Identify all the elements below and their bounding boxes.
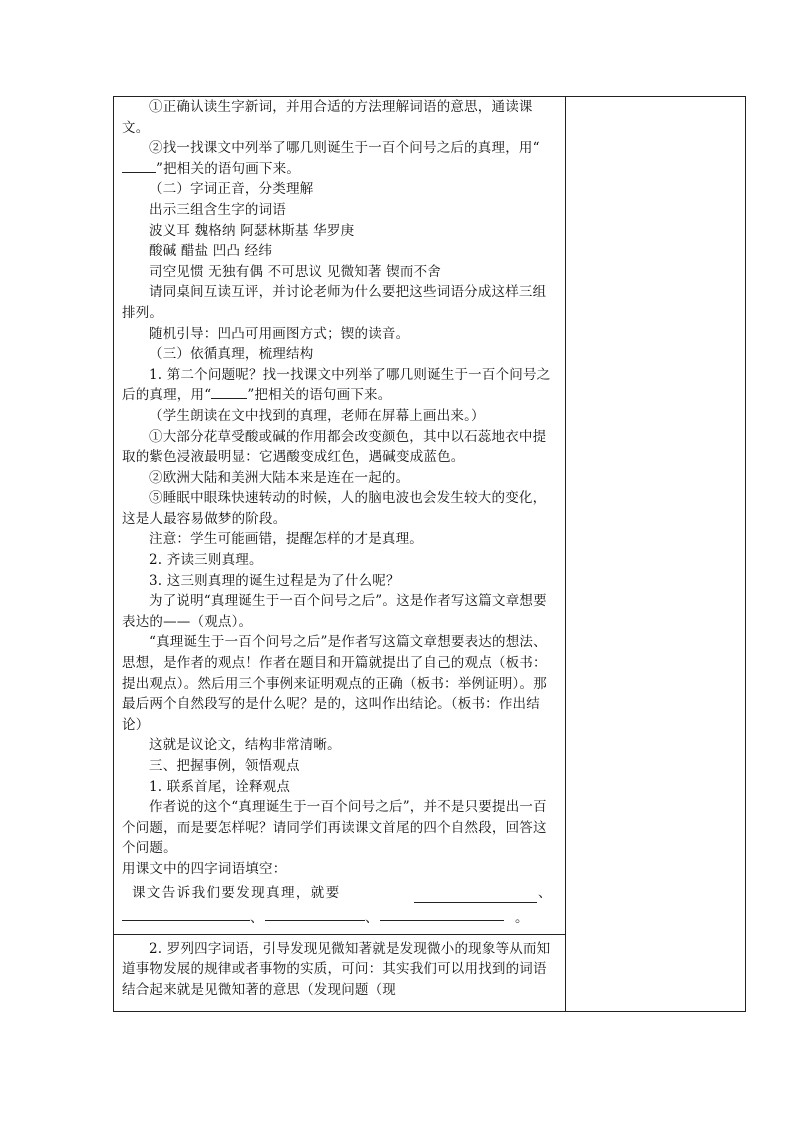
section-heading-2: （二）字词正音，分类理解 bbox=[149, 181, 314, 198]
answer-line bbox=[265, 920, 365, 921]
underline-blank bbox=[122, 159, 156, 173]
explanation-text: 为了说明“真理诞生于一百个问号之后”。这是作者写这篇文章想要表达的——（观点）。 bbox=[122, 593, 547, 630]
fill-in-blank-line-1 bbox=[122, 882, 559, 904]
period-mark: 。 bbox=[515, 909, 529, 926]
lesson-plan-table bbox=[113, 96, 746, 1012]
comma-mark: 、 bbox=[365, 909, 379, 926]
word-group-3: 司空见惯 无独有偶 不可思议 见微知著 锲而不舍 bbox=[149, 263, 441, 280]
lesson-content-cell bbox=[114, 97, 566, 1012]
explanation-text: 作者说的这个“真理诞生于一百个问号之后”，并不是只要提出一百个问题，而是要怎样呢？请同学们再读课文首尾的四个自然段，回答这个问题。 bbox=[122, 799, 547, 857]
notes-cell bbox=[566, 97, 746, 1012]
note-text: 注意：学生可能画错，提醒怎样的才是真理。 bbox=[149, 531, 423, 548]
instruction-text: 请同桌间互读互评，并讨论老师为什么要把这些词语分成这样三组排列。 bbox=[122, 284, 547, 321]
answer-line bbox=[122, 920, 250, 921]
objective-2: ②找一找课文中列举了哪几则诞生于一百个问号之后的真理，用“”把相关的语句画下来。 bbox=[122, 138, 559, 179]
truth-3: ⑤睡眠中眼珠快速转动的时候，人的脑电波也会发生较大的变化，这是人最容易做梦的阶段。 bbox=[122, 490, 547, 527]
fill-in-prompt: 课文告诉我们要发现真理，就要 bbox=[132, 884, 341, 901]
answer-line bbox=[380, 920, 504, 921]
step-1: 1. 第二个问题呢？找一找课文中列举了哪几则诞生于一百个问号之后的真理，用“ ”把相关的语句画下来。 bbox=[122, 366, 551, 404]
divider bbox=[114, 934, 565, 935]
truth-1: ①大部分花草受酸或碱的作用都会改变颜色，其中以石蕊地衣中提取的紫色浸液最明显：它遇酸变成红色，遇碱变成蓝色。 bbox=[122, 428, 547, 466]
comma-mark: 、 bbox=[538, 884, 552, 901]
sub-step-2: 2. 罗列四字词语，引导发现见微知著就是发现微小的现象等从而知道事物发展的规律或者事物的实质，可问：其实我们可以用找到的词语结合起来就是见微知著的意思（发现问题（现 bbox=[122, 940, 551, 998]
truth-2: ②欧洲大陆和美洲大陆本来是连在一起的。 bbox=[149, 469, 410, 486]
instruction-text: 出示三组含生字的词语 bbox=[149, 201, 286, 218]
word-group-2: 酸碱 醋盐 凹凸 经纬 bbox=[149, 243, 273, 260]
step-2: 2. 齐读三则真理。 bbox=[149, 552, 263, 569]
instruction-text: 随机引导：凹凸可用画图方式；锲的读音。 bbox=[149, 325, 410, 342]
step-3: 3. 这三则真理的诞生过程是为了什么呢？ bbox=[149, 572, 400, 589]
fill-in-blank-line-2 bbox=[122, 908, 559, 930]
section-heading-3: （三）依循真理，梳理结构 bbox=[149, 346, 314, 363]
explanation-text: “真理诞生于一百个问号之后”是作者写这篇文章想要表达的想法、思想，是作者的观点！作者在题目和开篇就提出了自己的观点（板书：提出观点）。然后用三个事例来证明观点的正确（板书：举例证明）。那最后两个自然段写的是什么呢？是的，这叫作出结论。（板书：作出结论） bbox=[122, 634, 547, 733]
comma-mark: 、 bbox=[250, 909, 264, 926]
sub-step-1: 1. 联系首尾，诠释观点 bbox=[149, 778, 291, 795]
section-heading-4: 三、把握事例，领悟观点 bbox=[149, 758, 300, 774]
fill-instruction: 用课文中的四字词语填空： bbox=[122, 860, 287, 877]
answer-line bbox=[414, 902, 537, 903]
lesson-content bbox=[114, 97, 565, 1000]
underline-blank bbox=[211, 385, 247, 399]
summary-text: 这就是议论文，结构非常清晰。 bbox=[149, 737, 341, 754]
note-text: （学生朗读在文中找到的真理，老师在屏幕上画出来。） bbox=[149, 407, 485, 424]
word-group-1: 波义耳 魏格纳 阿瑟林斯基 华罗庚 bbox=[149, 222, 355, 239]
objective-1: ①正确认读生字新词，并用合适的方法理解词语的意思，通读课文。 bbox=[122, 99, 533, 136]
